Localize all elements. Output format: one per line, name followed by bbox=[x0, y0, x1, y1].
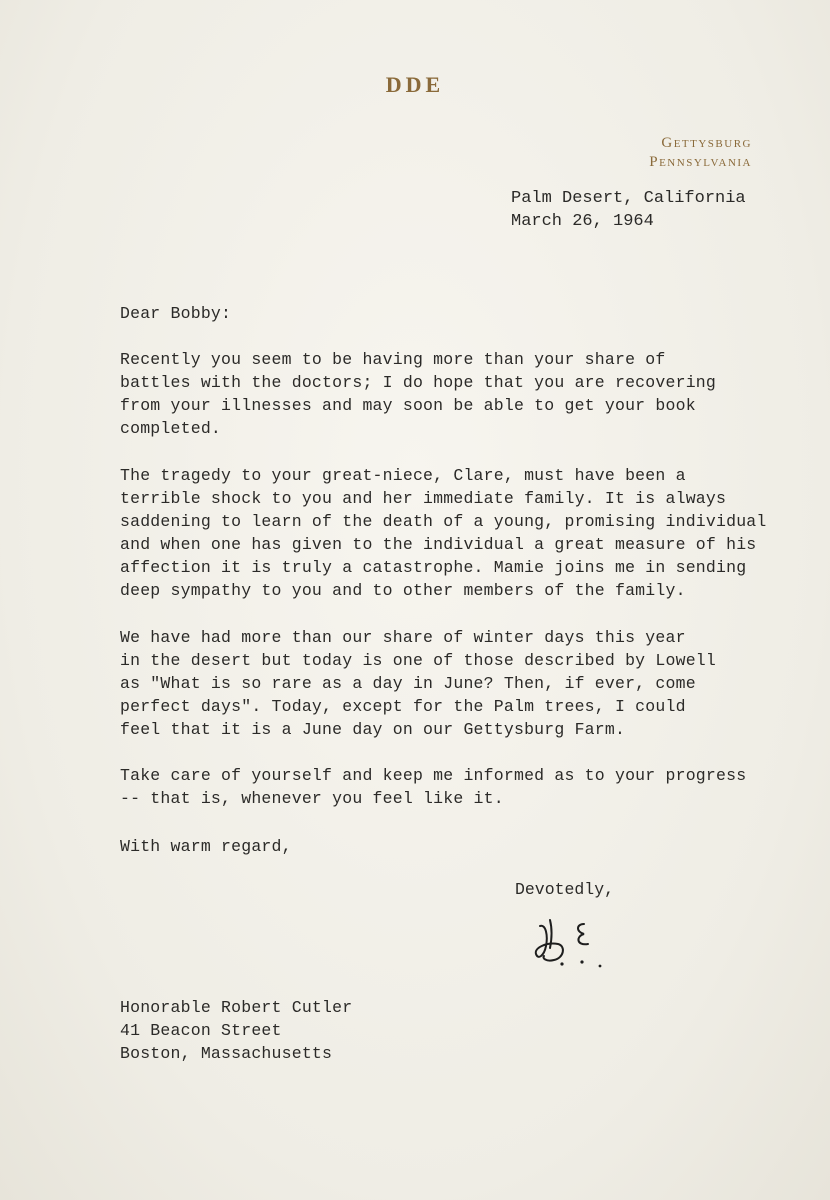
paragraph-line: saddening to learn of the death of a young, promising individual bbox=[120, 512, 767, 531]
paragraph-line: and when one has given to the individual a great measure of his bbox=[120, 535, 757, 554]
recipient-address bbox=[120, 996, 352, 1065]
dateline-date: March 26, 1964 bbox=[511, 212, 654, 231]
closing: With warm regard, bbox=[120, 837, 292, 856]
paragraph-line: deep sympathy to you and to other members of the family. bbox=[120, 581, 686, 600]
address-line: Boston, Massachusetts bbox=[120, 1044, 333, 1063]
paragraph-line: We have had more than our share of winter days this year bbox=[120, 628, 686, 647]
signoff: Devotedly, bbox=[515, 880, 615, 899]
letterhead-place-line1: Gettysburg bbox=[661, 135, 752, 151]
dateline-location: Palm Desert, California bbox=[511, 189, 746, 208]
address-line: Honorable Robert Cutler bbox=[120, 998, 353, 1017]
letterhead-monogram: DDE bbox=[385, 72, 445, 97]
paragraph-line: from your illnesses and may soon be able to get your book bbox=[120, 396, 696, 415]
paragraph-4 bbox=[120, 764, 746, 810]
letterhead-place bbox=[649, 134, 752, 172]
dateline bbox=[511, 187, 746, 233]
paragraph-line: affection it is truly a catastrophe. Mamie joins me in sending bbox=[120, 558, 747, 577]
signature bbox=[532, 914, 612, 970]
paragraph-line: Take care of yourself and keep me informed as to your progress bbox=[120, 766, 747, 785]
address-line: 41 Beacon Street bbox=[120, 1021, 282, 1040]
salutation: Dear Bobby: bbox=[120, 304, 232, 323]
paragraph-line: perfect days". Today, except for the Palm trees, I could bbox=[120, 697, 686, 716]
paragraph-line: battles with the doctors; I do hope that you are recovering bbox=[120, 373, 716, 392]
paragraph-line: completed. bbox=[120, 419, 222, 438]
paragraph-1 bbox=[120, 348, 716, 440]
letterhead-place-line2: Pennsylvania bbox=[649, 154, 752, 170]
paragraph-line: feel that it is a June day on our Gettysburg Farm. bbox=[120, 720, 626, 739]
paragraph-line: Recently you seem to be having more than your share of bbox=[120, 350, 666, 369]
paragraph-3 bbox=[120, 626, 716, 741]
paragraph-line: in the desert but today is one of those described by Lowell bbox=[120, 651, 716, 670]
paragraph-line: -- that is, whenever you feel like it. bbox=[120, 789, 504, 808]
paragraph-line: terrible shock to you and her immediate family. It is always bbox=[120, 489, 727, 508]
paragraph-2 bbox=[120, 464, 767, 602]
paragraph-line: as "What is so rare as a day in June? Then, if ever, come bbox=[120, 674, 696, 693]
paragraph-line: The tragedy to your great-niece, Clare, must have been a bbox=[120, 466, 686, 485]
